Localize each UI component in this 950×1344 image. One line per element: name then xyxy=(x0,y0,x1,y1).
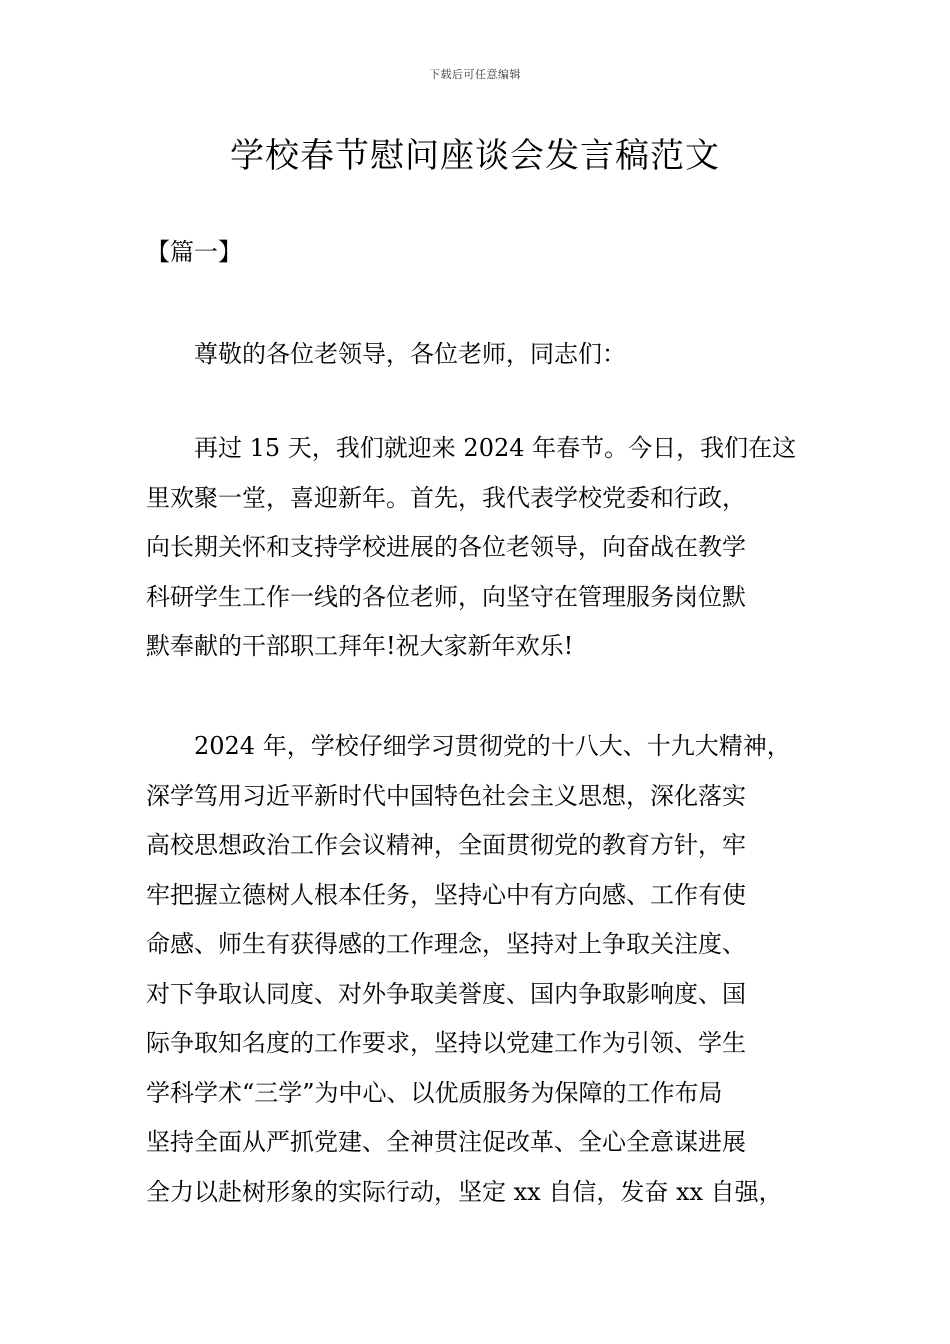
paragraph-line: 深学笃用习近平新时代中国特色社会主义思想，深化落实 xyxy=(146,781,746,810)
paragraph-line: 全力以赴树形象的实际行动，坚定 xx 自信，发奋 xx 自强， xyxy=(146,1177,783,1206)
document-title: 学校春节慰问座谈会发言稿范文 xyxy=(230,136,720,176)
paragraph-line: 向长期关怀和支持学校进展的各位老领导，向奋战在教学 xyxy=(146,533,746,561)
greeting-line: 尊敬的各位老领导，各位老师，同志们： xyxy=(194,340,626,368)
section-label: 【篇一】 xyxy=(146,238,242,266)
paragraph-line: 际争取知名度的工作要求，坚持以党建工作为引领、学生 xyxy=(146,1029,746,1057)
paragraph-line: 默奉献的干部职工拜年!祝大家新年欢乐! xyxy=(146,632,574,660)
paragraph-line: 高校思想政治工作会议精神，全面贯彻党的教育方针，牢 xyxy=(146,831,746,859)
paragraph-line: 里欢聚一堂，喜迎新年。首先，我代表学校党委和行政， xyxy=(146,483,746,512)
paragraph-line: 坚持全面从严抓党建、全神贯注促改革、全心全意谋进展 xyxy=(146,1128,746,1156)
paragraph-line: 科研学生工作一线的各位老师，向坚守在管理服务岗位默 xyxy=(146,582,746,611)
paragraph-line: 再过 15 天，我们就迎来 2024 年春节。今日，我们在这 xyxy=(194,434,797,462)
paragraph-line: 学科学术“三学”为中心、以优质服务为保障的工作布局 xyxy=(146,1078,723,1107)
paragraph-line: 2024 年，学校仔细学习贯彻党的十八大、十九大精神， xyxy=(194,732,791,760)
paragraph-2 xyxy=(146,722,836,1217)
paragraph-1 xyxy=(146,424,814,672)
paragraph-line: 命感、师生有获得感的工作理念，坚持对上争取关注度、 xyxy=(146,930,746,958)
paragraph-line: 牢把握立德树人根本任务，坚持心中有方向感、工作有使 xyxy=(146,880,746,909)
paragraph-line: 对下争取认同度、对外争取美誉度、国内争取影响度、国 xyxy=(146,979,746,1008)
header-note: 下载后可任意编辑 xyxy=(429,68,521,81)
